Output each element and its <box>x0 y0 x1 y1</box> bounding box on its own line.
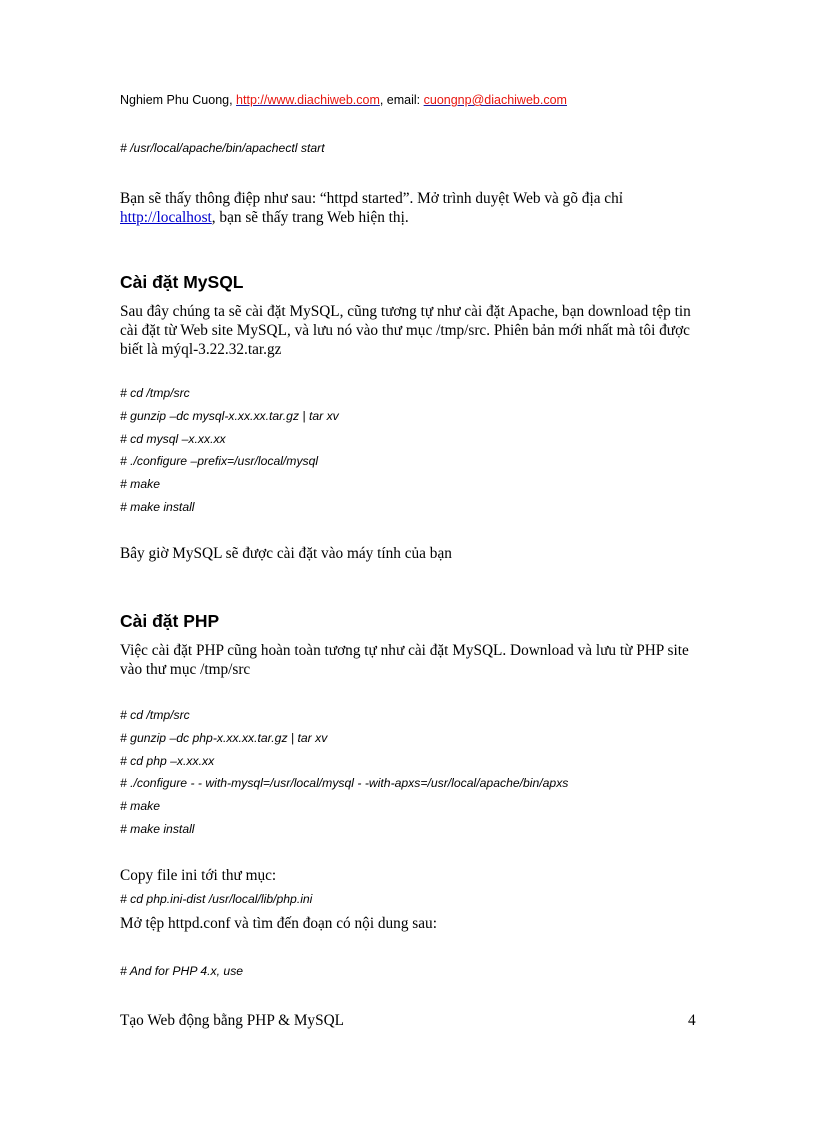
php-command-line: # cd /tmp/src <box>120 708 190 722</box>
mysql-command-line: # cd /tmp/src <box>120 386 190 400</box>
mysql-command-line: # cd mysql –x.xx.xx <box>120 432 226 446</box>
php-command-line: # make install <box>120 822 195 836</box>
php-command-line: # cd php –x.xx.xx <box>120 754 215 768</box>
mysql-command-line: # make <box>120 477 160 491</box>
mysql-command-line: # gunzip –dc mysql-x.xx.xx.tar.gz | tar xv <box>120 409 339 423</box>
copy-ini-command: # cd php.ini-dist /usr/local/lib/php.ini <box>120 892 313 906</box>
page-header <box>120 93 567 107</box>
header-author: Nghiem Phu Cuong, <box>120 93 237 107</box>
php-intro: Việc cài đặt PHP cũng hoàn toàn tương tự như cài đặt MySQL. Download và lưu từ PHP site vào thư mục /tmp/src <box>120 642 689 678</box>
httpd-conf-snippet: # And for PHP 4.x, use <box>120 964 244 978</box>
php-command-line: # ./configure - - with-mysql=/usr/local/mysql - -with-apxs=/usr/local/apache/bin/apxs <box>120 776 569 790</box>
apache-started-paragraph <box>120 189 700 227</box>
mysql-command-line: # make install <box>120 500 195 514</box>
mysql-outro: Bây giờ MySQL sẽ được cài đặt vào máy tính của bạn <box>120 545 452 562</box>
localhost-link[interactable]: http://localhost <box>120 209 212 226</box>
footer-title: Tạo Web động bằng PHP & MySQL <box>120 1012 344 1029</box>
header-email-label: , email: <box>379 93 424 107</box>
apache-msg-tail: , bạn sẽ thấy trang Web hiện thị. <box>211 209 409 226</box>
header-email-link[interactable]: cuongnp@diachiweb.com <box>423 93 567 107</box>
php-command-line: # make <box>120 799 160 813</box>
mysql-heading: Cài đặt MySQL <box>120 272 244 292</box>
mysql-command-line: # ./configure –prefix=/usr/local/mysql <box>120 454 319 468</box>
page-number: 4 <box>688 1012 696 1029</box>
apache-start-command: # /usr/local/apache/bin/apachectl start <box>120 141 325 155</box>
apache-msg-text: Bạn sẽ thấy thông điệp như sau: “httpd started”. Mở trình duyệt Web và gõ địa chỉ <box>120 190 623 207</box>
httpd-conf-label: Mở tệp httpd.conf và tìm đến đoạn có nội dung sau: <box>120 915 437 932</box>
php-command-line: # gunzip –dc php-x.xx.xx.tar.gz | tar xv <box>120 731 328 745</box>
php-heading: Cài đặt PHP <box>120 611 220 631</box>
header-website-link[interactable]: http://www.diachiweb.com <box>236 93 380 107</box>
copy-ini-label: Copy file ini tới thư mục: <box>120 867 277 884</box>
mysql-intro: Sau đây chúng ta sẽ cài đặt MySQL, cũng tương tự như cài đặt Apache, bạn download tệp tin cài đặt từ Web site MySQL, và lưu nó vào thư mục /tmp/src. Phiên bản mới nhất mà tôi được biết là mýql-3.22.32.tar.gz <box>120 303 691 358</box>
